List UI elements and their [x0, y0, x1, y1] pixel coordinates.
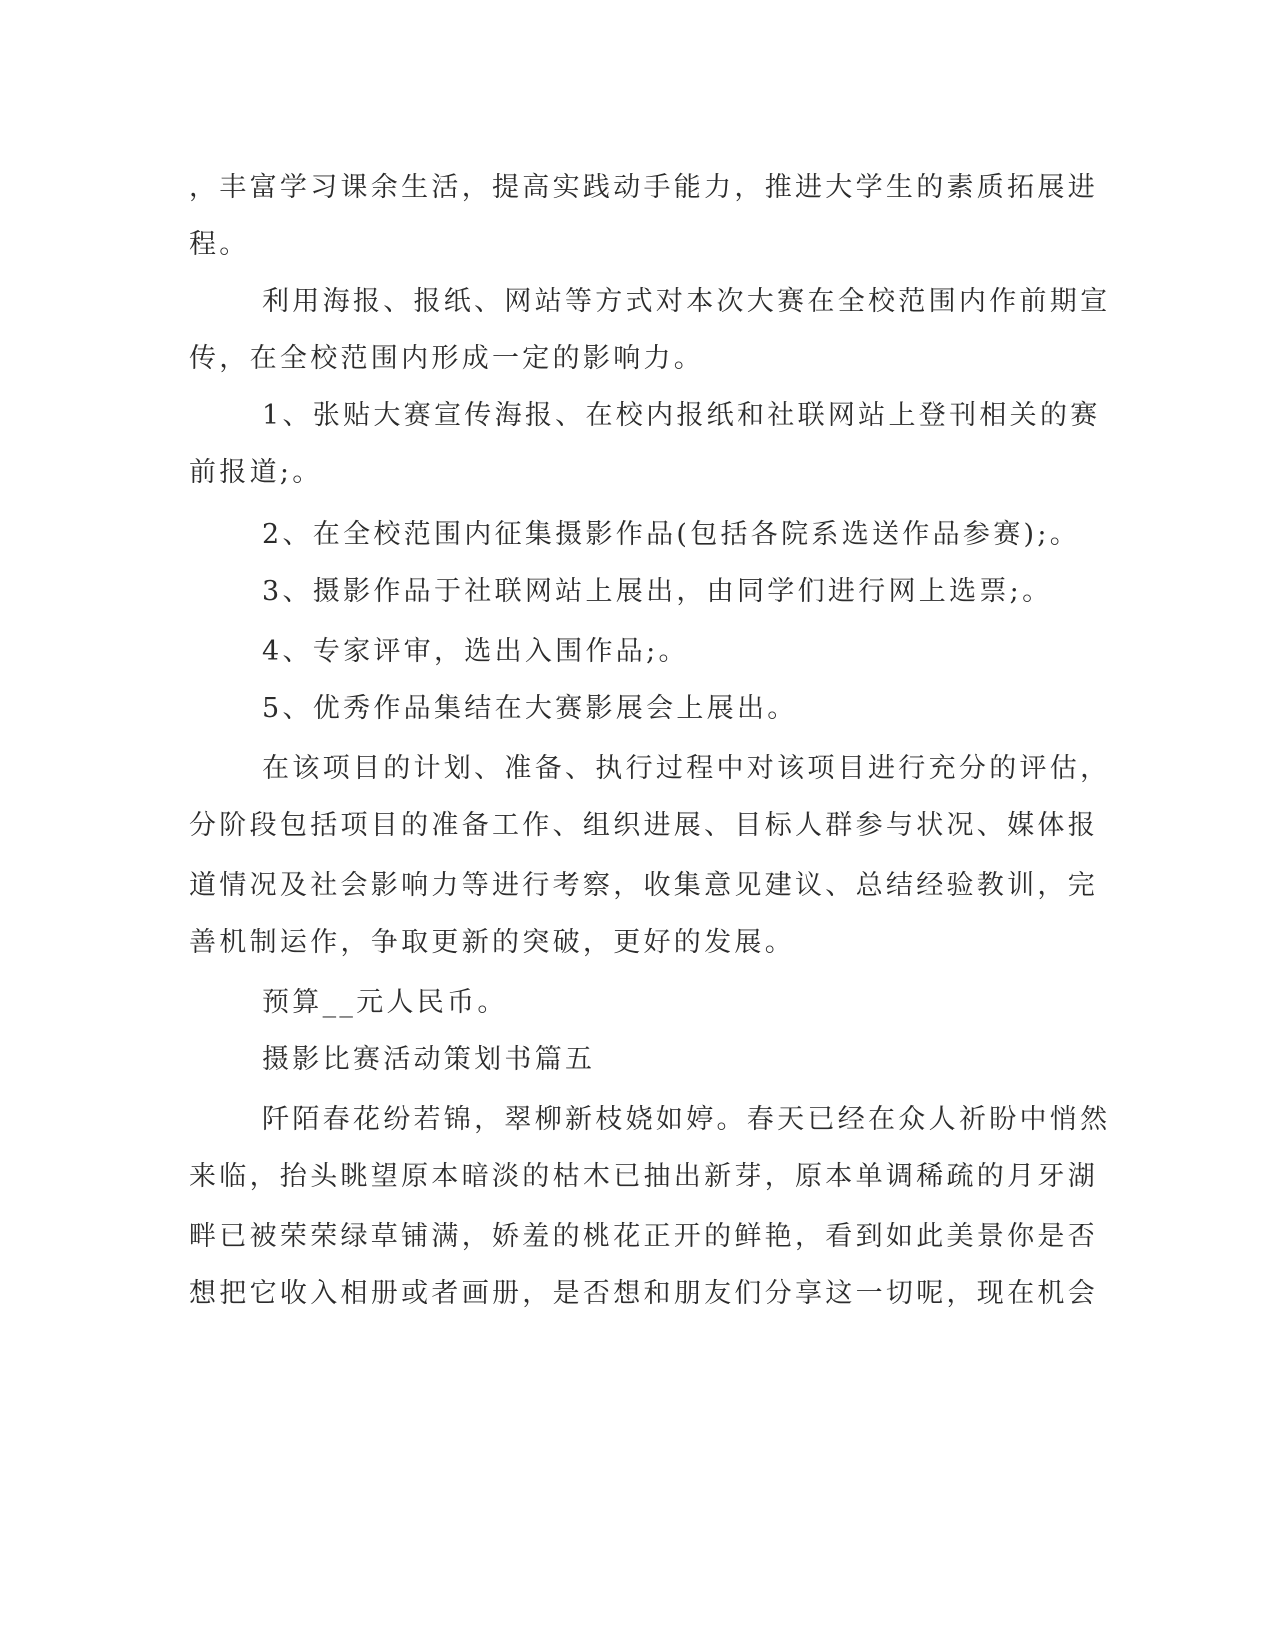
paragraph-first-line: 阡陌春花纷若锦，翠柳新枝娆如婷。春天已经在众人祈盼中悄然: [262, 1104, 1111, 1135]
text-line: 畔已被荣荣绿草铺满，娇羞的桃花正开的鲜艳，看到如此美景你是否: [189, 1221, 1098, 1252]
text-line: 分阶段包括项目的准备工作、组织进展、目标人群参与状况、媒体报: [189, 810, 1098, 841]
paragraph-first-line: 利用海报、报纸、网站等方式对本次大赛在全校范围内作前期宣: [262, 286, 1111, 317]
paragraph-first-line: 在该项目的计划、准备、执行过程中对该项目进行充分的评估，: [262, 753, 1111, 784]
text-line: 想把它收入相册或者画册，是否想和朋友们分享这一切呢，现在机会: [189, 1278, 1098, 1309]
list-item: 2、在全校范围内征集摄影作品(包括各院系选送作品参赛);。: [262, 519, 1081, 550]
budget-line: 预算__元人民币。: [262, 987, 508, 1018]
text-line: 道情况及社会影响力等进行考察，收集意见建议、总结经验教训，完: [189, 870, 1098, 901]
list-item: 4、专家评审，选出入围作品;。: [262, 636, 689, 667]
text-line: 程。: [189, 229, 250, 260]
list-item: 3、摄影作品于社联网站上展出，由同学们进行网上选票;。: [262, 576, 1053, 607]
section-heading: 摄影比赛活动策划书篇五: [262, 1044, 596, 1075]
text-line: 来临，抬头眺望原本暗淡的枯木已抽出新芽，原本单调稀疏的月牙湖: [189, 1161, 1098, 1192]
list-item: 5、优秀作品集结在大赛影展会上展出。: [262, 693, 798, 724]
text-line: 善机制运作，争取更新的突破，更好的发展。: [189, 927, 795, 958]
text-line: 前报道;。: [189, 457, 323, 488]
text-line: ，丰富学习课余生活，提高实践动手能力，推进大学生的素质拓展进: [189, 172, 1098, 203]
list-item: 1、张贴大赛宣传海报、在校内报纸和社联网站上登刊相关的赛: [262, 400, 1101, 431]
text-line: 传，在全校范围内形成一定的影响力。: [189, 343, 705, 374]
